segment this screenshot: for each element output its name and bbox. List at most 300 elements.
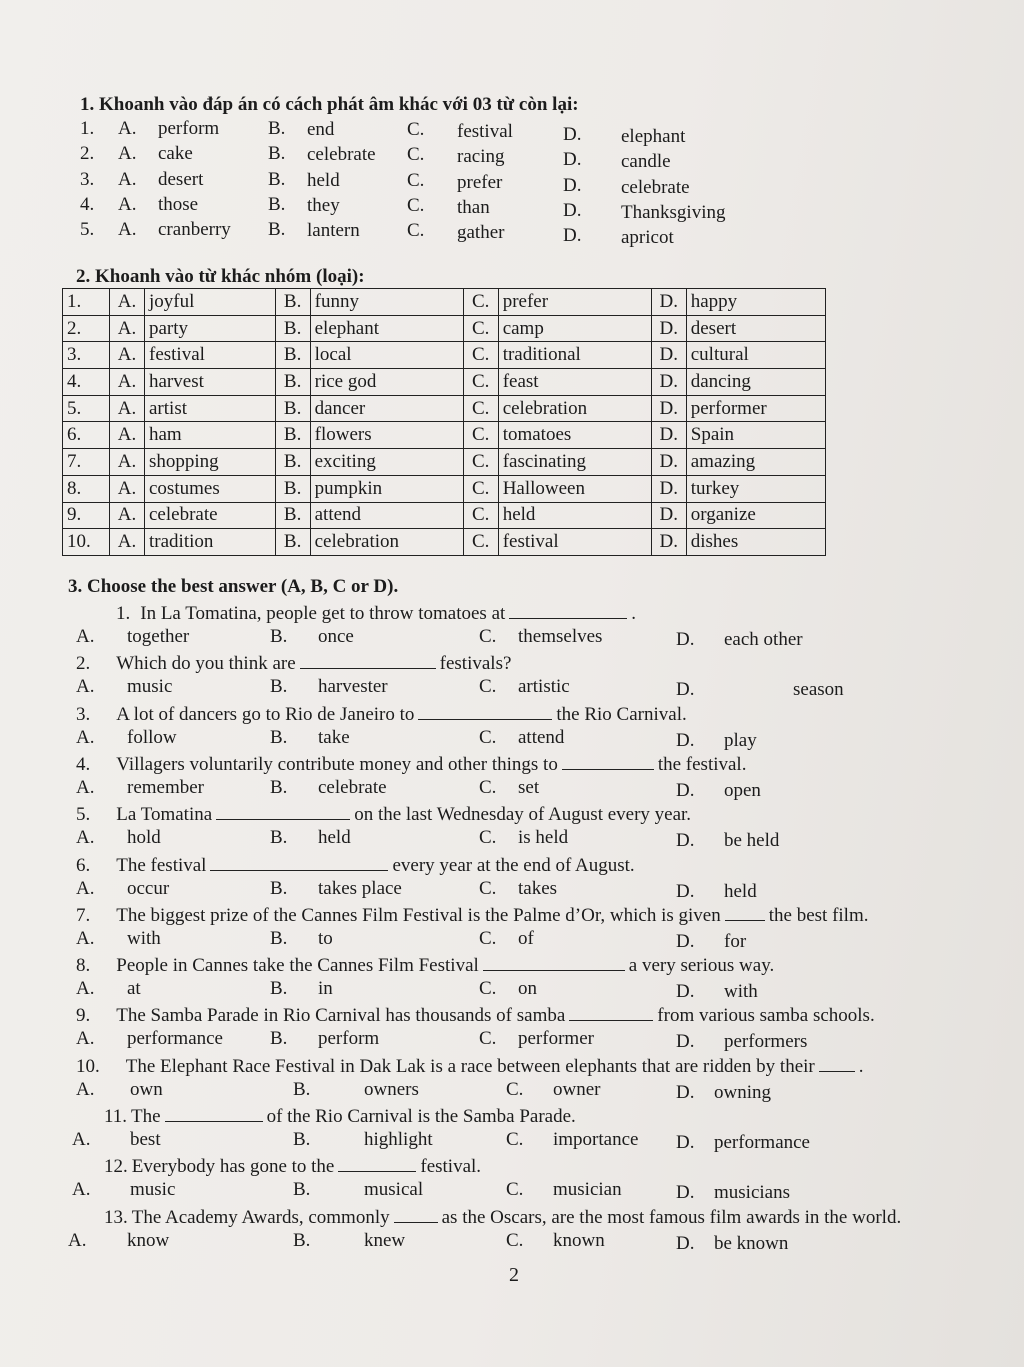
option-a-word: those bbox=[158, 193, 199, 215]
answer-option-c[interactable]: musician bbox=[553, 1179, 622, 1201]
option-letter-a: A. bbox=[118, 219, 137, 241]
table-cell-word: camp bbox=[498, 315, 651, 342]
answer-option-c[interactable]: owner bbox=[553, 1078, 601, 1100]
pronunciation-row bbox=[0, 143, 1024, 173]
option-a-word: cake bbox=[158, 143, 193, 165]
table-cell-word: attend bbox=[310, 502, 463, 529]
answer-option-a[interactable]: at bbox=[127, 978, 141, 1000]
row-number: 9. bbox=[63, 502, 110, 529]
option-letter-d: D. bbox=[676, 629, 695, 650]
option-letter-b: B. bbox=[268, 118, 286, 139]
row-number: 1. bbox=[80, 118, 95, 139]
option-letter: A. bbox=[110, 475, 145, 502]
option-c-word: festival bbox=[457, 121, 513, 142]
answer-option-d[interactable]: performers bbox=[724, 1031, 808, 1053]
table-cell-word: artist bbox=[145, 395, 276, 422]
option-letter-c: C. bbox=[407, 119, 425, 140]
option-d-word: apricot bbox=[621, 227, 674, 249]
option-letter-a: A. bbox=[76, 676, 95, 698]
option-letter-c: C. bbox=[479, 776, 497, 798]
table-row bbox=[63, 342, 826, 369]
answer-option-d[interactable]: with bbox=[724, 981, 758, 1003]
option-letter: A. bbox=[110, 422, 145, 449]
option-b-word: end bbox=[307, 119, 335, 140]
question-text-end: a very serious way. bbox=[628, 955, 775, 977]
options-row bbox=[0, 626, 1024, 650]
option-letter: C. bbox=[463, 422, 498, 449]
option-b-word: they bbox=[307, 194, 340, 216]
answer-blank[interactable] bbox=[216, 803, 350, 820]
question-text-end: . bbox=[858, 1055, 864, 1077]
option-c-word: prefer bbox=[457, 171, 503, 193]
option-letter: C. bbox=[463, 529, 498, 556]
answer-blank[interactable] bbox=[509, 602, 627, 619]
answer-option-b[interactable]: perform bbox=[318, 1028, 380, 1050]
option-letter-b: B. bbox=[270, 626, 288, 647]
option-letter-c: C. bbox=[506, 1078, 524, 1100]
option-letter-c: C. bbox=[479, 626, 497, 647]
option-letter-d: D. bbox=[676, 930, 695, 952]
question-text: A lot of dancers go to Rio de Janeiro to bbox=[116, 703, 415, 725]
answer-option-b[interactable]: in bbox=[318, 978, 333, 1000]
table-row bbox=[63, 369, 826, 396]
table-row bbox=[63, 529, 826, 556]
option-letter-c: C. bbox=[479, 877, 497, 899]
question-number: 13. bbox=[104, 1206, 128, 1228]
pronunciation-row bbox=[0, 168, 1024, 198]
option-letter-a: A. bbox=[76, 1078, 95, 1100]
answer-option-a[interactable]: music bbox=[130, 1179, 176, 1201]
option-letter: B. bbox=[275, 502, 310, 529]
option-letter: B. bbox=[275, 475, 310, 502]
question-line bbox=[76, 854, 635, 877]
row-number: 5. bbox=[80, 219, 95, 241]
question-line bbox=[104, 1155, 481, 1178]
option-letter-c: C. bbox=[407, 144, 425, 166]
answer-option-d[interactable]: be known bbox=[714, 1232, 789, 1254]
option-letter-d: D. bbox=[676, 779, 695, 801]
answer-blank[interactable] bbox=[418, 703, 552, 720]
option-letter: A. bbox=[110, 395, 145, 422]
answer-option-a[interactable]: hold bbox=[127, 827, 161, 849]
answer-option-c[interactable]: takes bbox=[518, 877, 558, 899]
table-cell-word: festival bbox=[498, 529, 651, 556]
option-letter: C. bbox=[463, 449, 498, 476]
options-row bbox=[0, 878, 1024, 902]
option-letter-a: A. bbox=[76, 978, 95, 1000]
option-b-word: celebrate bbox=[307, 144, 376, 166]
question-text: The bbox=[131, 1106, 161, 1127]
table-cell-word: costumes bbox=[145, 475, 276, 502]
option-letter-c: C. bbox=[479, 676, 497, 698]
table-cell-word: feast bbox=[498, 369, 651, 396]
answer-blank[interactable] bbox=[300, 652, 436, 669]
answer-option-a[interactable]: know bbox=[127, 1229, 170, 1251]
answer-option-a[interactable]: performance bbox=[127, 1028, 223, 1050]
option-letter-c: C. bbox=[479, 978, 497, 1000]
table-cell-word: Spain bbox=[686, 422, 825, 449]
question-line bbox=[76, 904, 868, 927]
row-number: 5. bbox=[63, 395, 110, 422]
pronunciation-row bbox=[0, 118, 1024, 147]
question-line bbox=[104, 1105, 576, 1128]
table-cell-word: fascinating bbox=[498, 449, 651, 476]
table-cell-word: celebration bbox=[310, 529, 463, 556]
answer-blank[interactable] bbox=[562, 753, 654, 770]
table-cell-word: desert bbox=[686, 315, 825, 342]
question-number: 4. bbox=[76, 753, 91, 775]
option-letter: D. bbox=[651, 529, 686, 556]
answer-option-a[interactable]: with bbox=[127, 927, 161, 949]
answer-blank[interactable] bbox=[210, 854, 388, 871]
table-cell-word: elephant bbox=[310, 315, 463, 342]
row-number: 8. bbox=[63, 475, 110, 502]
option-d-word: elephant bbox=[621, 126, 686, 147]
option-letter: A. bbox=[110, 315, 145, 342]
odd-one-out-table bbox=[62, 288, 826, 556]
question-text: Villagers voluntarily contribute money and other things to bbox=[116, 753, 558, 775]
option-letter: B. bbox=[275, 289, 310, 316]
option-letter-a: A. bbox=[72, 1179, 91, 1201]
answer-blank[interactable] bbox=[165, 1105, 263, 1122]
option-letter-d: D. bbox=[563, 225, 582, 247]
option-letter-b: B. bbox=[268, 168, 286, 190]
answer-blank[interactable] bbox=[819, 1055, 855, 1072]
question-number: 8. bbox=[76, 955, 91, 977]
table-row bbox=[63, 475, 826, 502]
option-letter-a: A. bbox=[76, 726, 95, 748]
options-row bbox=[0, 1028, 1024, 1052]
table-cell-word: party bbox=[145, 315, 276, 342]
question-number: 10. bbox=[76, 1055, 100, 1077]
question-text-end: as the Oscars, are the most famous film awards in the world. bbox=[441, 1206, 902, 1228]
option-d-word: celebrate bbox=[621, 176, 690, 198]
option-d-word: candle bbox=[621, 151, 671, 173]
table-cell-word: tradition bbox=[145, 529, 276, 556]
question-text: The Academy Awards, commonly bbox=[131, 1206, 390, 1228]
option-letter: C. bbox=[463, 342, 498, 369]
question-number: 1. bbox=[116, 603, 131, 624]
option-letter-c: C. bbox=[407, 220, 425, 242]
option-letter: A. bbox=[110, 449, 145, 476]
options-row bbox=[0, 928, 1024, 952]
option-letter-a: A. bbox=[118, 143, 137, 165]
option-letter-d: D. bbox=[676, 1031, 695, 1053]
answer-option-a[interactable]: remember bbox=[127, 776, 205, 798]
option-letter: D. bbox=[651, 315, 686, 342]
table-cell-word: festival bbox=[145, 342, 276, 369]
question-text: Everybody has gone to the bbox=[131, 1156, 335, 1178]
option-letter-b: B. bbox=[268, 143, 286, 165]
option-letter-b: B. bbox=[268, 219, 286, 241]
option-letter-b: B. bbox=[270, 726, 288, 748]
option-a-word: cranberry bbox=[158, 219, 231, 241]
question-text-end: the best film. bbox=[768, 904, 869, 926]
page-number: 2 bbox=[509, 1264, 519, 1286]
option-letter-a: A. bbox=[118, 193, 137, 215]
table-cell-word: turkey bbox=[686, 475, 825, 502]
pronunciation-row bbox=[0, 218, 1024, 249]
question-text-end: of the Rio Carnival is the Samba Parade. bbox=[266, 1106, 576, 1127]
table-cell-word: prefer bbox=[498, 289, 651, 316]
answer-option-a[interactable]: own bbox=[130, 1078, 163, 1100]
question-number: 6. bbox=[76, 854, 91, 876]
option-letter-a: A. bbox=[68, 1229, 87, 1251]
options-row bbox=[0, 1079, 1024, 1103]
options-row bbox=[0, 727, 1024, 751]
option-letter-d: D. bbox=[676, 830, 695, 852]
answer-blank[interactable] bbox=[725, 904, 765, 921]
table-cell-word: funny bbox=[310, 289, 463, 316]
question-number: 3. bbox=[76, 703, 91, 725]
question-text-end: every year at the end of August. bbox=[392, 854, 635, 876]
answer-option-d[interactable]: held bbox=[724, 880, 757, 902]
option-letter-d: D. bbox=[563, 149, 582, 171]
option-letter-d: D. bbox=[676, 1232, 695, 1254]
option-letter-b: B. bbox=[293, 1078, 311, 1100]
option-letter: D. bbox=[651, 502, 686, 529]
table-cell-word: exciting bbox=[310, 449, 463, 476]
table-row bbox=[63, 289, 826, 316]
question-text: In La Tomatina, people get to throw tomatoes at bbox=[140, 603, 506, 624]
answer-option-d[interactable]: owning bbox=[714, 1081, 771, 1103]
answer-option-b[interactable]: musical bbox=[364, 1179, 424, 1201]
option-letter: D. bbox=[651, 475, 686, 502]
option-letter-c: C. bbox=[506, 1129, 524, 1150]
table-cell-word: ham bbox=[145, 422, 276, 449]
question-line bbox=[104, 1206, 901, 1229]
answer-option-c[interactable]: on bbox=[518, 978, 537, 1000]
answer-option-b[interactable]: once bbox=[318, 626, 354, 647]
option-letter: D. bbox=[651, 395, 686, 422]
table-cell-word: organize bbox=[686, 502, 825, 529]
answer-option-c[interactable]: set bbox=[518, 776, 540, 798]
option-letter: A. bbox=[110, 502, 145, 529]
table-cell-word: harvest bbox=[145, 369, 276, 396]
question-text-end: festival. bbox=[420, 1156, 482, 1178]
option-letter: C. bbox=[463, 502, 498, 529]
option-letter-b: B. bbox=[270, 927, 288, 949]
option-letter-c: C. bbox=[506, 1179, 524, 1201]
answer-option-a[interactable]: music bbox=[127, 676, 173, 698]
option-letter: A. bbox=[110, 342, 145, 369]
table-cell-word: Halloween bbox=[498, 475, 651, 502]
answer-option-c[interactable]: is held bbox=[518, 827, 569, 849]
option-letter: A. bbox=[110, 289, 145, 316]
row-number: 3. bbox=[63, 342, 110, 369]
answer-option-b[interactable]: celebrate bbox=[318, 776, 387, 798]
table-cell-word: cultural bbox=[686, 342, 825, 369]
answer-option-c[interactable]: performer bbox=[518, 1028, 594, 1050]
question-number: 11. bbox=[104, 1106, 128, 1127]
option-letter-a: A. bbox=[76, 776, 95, 798]
question-number: 12. bbox=[104, 1156, 128, 1178]
option-letter-d: D. bbox=[676, 1182, 695, 1204]
option-letter-d: D. bbox=[676, 1081, 695, 1103]
option-letter-a: A. bbox=[76, 1028, 95, 1050]
options-row bbox=[0, 827, 1024, 851]
option-letter-d: D. bbox=[563, 199, 582, 221]
option-letter-b: B. bbox=[270, 827, 288, 849]
option-letter: A. bbox=[110, 369, 145, 396]
answer-option-b[interactable]: to bbox=[318, 927, 333, 949]
option-letter-c: C. bbox=[479, 1028, 497, 1050]
question-text: The festival bbox=[116, 854, 207, 876]
options-row bbox=[0, 1129, 1024, 1153]
option-letter: C. bbox=[463, 369, 498, 396]
option-a-word: perform bbox=[158, 118, 220, 139]
option-letter-b: B. bbox=[293, 1179, 311, 1201]
answer-option-a[interactable]: together bbox=[127, 626, 190, 647]
answer-blank[interactable] bbox=[569, 1004, 653, 1021]
question-number: 9. bbox=[76, 1005, 91, 1027]
question-text-end: on the last Wednesday of August every year. bbox=[354, 804, 692, 826]
row-number: 1. bbox=[63, 289, 110, 316]
question-text: People in Cannes take the Cannes Film Festival bbox=[116, 955, 479, 977]
answer-blank[interactable] bbox=[394, 1206, 438, 1223]
table-cell-word: dancer bbox=[310, 395, 463, 422]
table-cell-word: performer bbox=[686, 395, 825, 422]
option-letter-b: B. bbox=[293, 1129, 311, 1150]
answer-option-a[interactable]: best bbox=[130, 1129, 161, 1150]
options-row bbox=[0, 1179, 1024, 1203]
option-letter-b: B. bbox=[270, 676, 288, 698]
option-letter: A. bbox=[110, 529, 145, 556]
row-number: 2. bbox=[63, 315, 110, 342]
answer-blank[interactable] bbox=[483, 954, 625, 971]
option-letter-b: B. bbox=[270, 978, 288, 1000]
option-letter: D. bbox=[651, 422, 686, 449]
question-line bbox=[76, 1055, 864, 1078]
table-cell-word: flowers bbox=[310, 422, 463, 449]
option-b-word: lantern bbox=[307, 220, 360, 242]
option-a-word: desert bbox=[158, 168, 204, 190]
option-c-word: racing bbox=[457, 146, 505, 168]
option-c-word: than bbox=[457, 196, 490, 218]
answer-option-b[interactable]: knew bbox=[364, 1229, 406, 1251]
question-text: The Samba Parade in Rio Carnival has thousands of samba bbox=[116, 1005, 566, 1027]
table-cell-word: shopping bbox=[145, 449, 276, 476]
answer-option-d[interactable]: for bbox=[724, 930, 747, 952]
answer-option-d[interactable]: play bbox=[724, 729, 757, 751]
question-line bbox=[76, 954, 774, 977]
option-letter-b: B. bbox=[270, 776, 288, 798]
option-letter-d: D. bbox=[676, 981, 695, 1003]
option-letter-d: D. bbox=[676, 679, 695, 701]
option-c-word: gather bbox=[457, 222, 505, 244]
option-letter: C. bbox=[463, 475, 498, 502]
row-number: 3. bbox=[80, 168, 95, 190]
question-text-end: the festival. bbox=[657, 753, 747, 775]
option-letter: B. bbox=[275, 422, 310, 449]
answer-option-a[interactable]: follow bbox=[127, 726, 177, 748]
option-letter: C. bbox=[463, 289, 498, 316]
answer-option-b[interactable]: take bbox=[318, 726, 350, 748]
answer-option-b[interactable]: owners bbox=[364, 1078, 419, 1100]
answer-option-c[interactable]: attend bbox=[518, 726, 565, 748]
option-letter-d: D. bbox=[563, 124, 582, 145]
option-letter-a: A. bbox=[118, 168, 137, 190]
option-letter: B. bbox=[275, 369, 310, 396]
question-text-end: from various samba schools. bbox=[657, 1005, 875, 1027]
answer-option-d[interactable]: season bbox=[793, 679, 844, 701]
options-row bbox=[0, 978, 1024, 1002]
question-line bbox=[116, 602, 636, 625]
option-letter-b: B. bbox=[270, 877, 288, 899]
row-number: 7. bbox=[63, 449, 110, 476]
option-letter: B. bbox=[275, 342, 310, 369]
question-number: 7. bbox=[76, 904, 91, 926]
option-letter-a: A. bbox=[76, 877, 95, 899]
question-line bbox=[76, 703, 687, 726]
table-cell-word: dishes bbox=[686, 529, 825, 556]
row-number: 4. bbox=[63, 369, 110, 396]
answer-option-d[interactable]: open bbox=[724, 779, 761, 801]
answer-option-c[interactable]: themselves bbox=[518, 626, 603, 647]
row-number: 4. bbox=[80, 193, 95, 215]
question-text: La Tomatina bbox=[116, 804, 213, 826]
answer-option-d[interactable]: each other bbox=[724, 629, 803, 650]
table-row bbox=[63, 395, 826, 422]
answer-option-a[interactable]: occur bbox=[127, 877, 170, 899]
table-cell-word: tomatoes bbox=[498, 422, 651, 449]
row-number: 2. bbox=[80, 143, 95, 165]
option-letter-b: B. bbox=[270, 1028, 288, 1050]
table-cell-word: dancing bbox=[686, 369, 825, 396]
answer-option-b[interactable]: held bbox=[318, 827, 351, 849]
table-cell-word: traditional bbox=[498, 342, 651, 369]
option-letter-a: A. bbox=[76, 927, 95, 949]
answer-blank[interactable] bbox=[338, 1155, 416, 1172]
answer-option-d[interactable]: performance bbox=[714, 1132, 810, 1153]
option-letter-d: D. bbox=[563, 174, 582, 196]
option-letter: B. bbox=[275, 395, 310, 422]
option-letter-a: A. bbox=[118, 118, 137, 139]
question-line bbox=[76, 803, 691, 826]
answer-option-c[interactable]: known bbox=[553, 1229, 605, 1251]
option-letter-d: D. bbox=[676, 1132, 695, 1153]
answer-option-b[interactable]: highlight bbox=[364, 1129, 433, 1150]
table-row bbox=[63, 422, 826, 449]
table-cell-word: rice god bbox=[310, 369, 463, 396]
answer-option-c[interactable]: importance bbox=[553, 1129, 639, 1150]
row-number: 6. bbox=[63, 422, 110, 449]
option-letter-d: D. bbox=[676, 729, 695, 751]
section1-title: 1. Khoanh vào đáp án có cách phát âm khác với 03 từ còn lại: bbox=[80, 94, 579, 115]
option-letter-c: C. bbox=[506, 1229, 524, 1251]
options-row bbox=[0, 1230, 1024, 1254]
table-cell-word: celebrate bbox=[145, 502, 276, 529]
option-letter-c: C. bbox=[479, 927, 497, 949]
table-row bbox=[63, 502, 826, 529]
answer-option-c[interactable]: artistic bbox=[518, 676, 570, 698]
option-letter-b: B. bbox=[293, 1229, 311, 1251]
answer-option-b[interactable]: takes place bbox=[318, 877, 402, 899]
answer-option-d[interactable]: be held bbox=[724, 830, 780, 852]
question-line bbox=[76, 652, 511, 675]
option-letter-a: A. bbox=[76, 827, 95, 849]
option-letter-c: C. bbox=[479, 827, 497, 849]
option-letter: B. bbox=[275, 315, 310, 342]
answer-option-c[interactable]: of bbox=[518, 927, 534, 949]
answer-option-b[interactable]: harvester bbox=[318, 676, 388, 698]
table-cell-word: amazing bbox=[686, 449, 825, 476]
table-cell-word: happy bbox=[686, 289, 825, 316]
question-line bbox=[76, 1004, 875, 1027]
answer-option-d[interactable]: musicians bbox=[714, 1182, 790, 1204]
row-number: 10. bbox=[63, 529, 110, 556]
options-row bbox=[0, 777, 1024, 801]
